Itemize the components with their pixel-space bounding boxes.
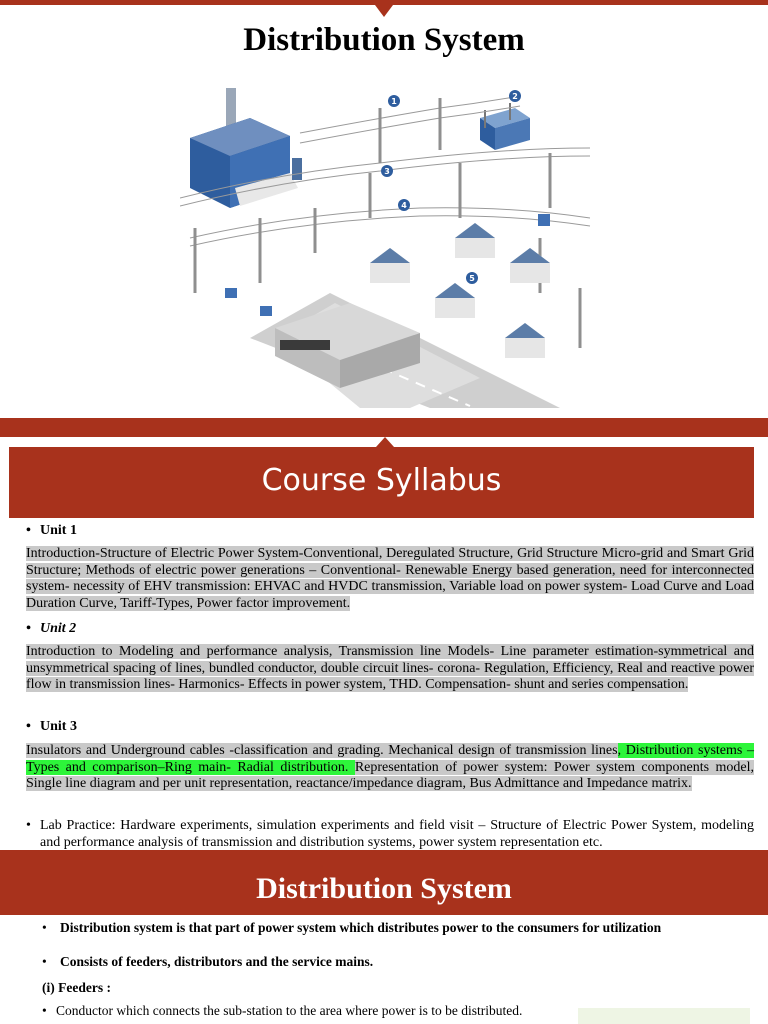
bullet-icon: • [42, 954, 47, 969]
partial-diagram [578, 1008, 750, 1024]
marker-4: 4 [401, 201, 407, 210]
marker-2: 2 [512, 92, 518, 101]
unit2-heading: • Unit 2 [26, 621, 77, 636]
mid-bar [0, 418, 768, 437]
feeder-description: • Conductor which connects the sub-station to the area where power is to be distributed. [42, 1003, 523, 1018]
bullet-icon: • [26, 719, 31, 734]
slide2-title: Course Syllabus [261, 463, 502, 498]
slide3-title: Distribution System [256, 872, 512, 905]
substation-icon [480, 103, 530, 150]
bullet-icon: • [26, 621, 31, 636]
bullet-icon: • [42, 920, 47, 935]
unit1-heading: • Unit 1 [26, 523, 77, 538]
unit1-text: Introduction-Structure of Electric Power System-Conventional, Deregulated Structure, Grid Structure Micro-grid and Smart Grid Structure; Methods of electric power generations – Conventional- Renewable Energy based generation, need for interconnected system- necessity of EHV transmission: EHVAC and HVDC transmission, Variable load on power system- Load Curve and Load Duration Curve, Tariff-Types, Power factor improvement. [26, 546, 754, 611]
unit2-text: Introduction to Modeling and performance analysis, Transmission line Models- Line parameter estimation-symmetrical and unsymmetrical spacing of lines, bundled conductor, double circuit lines- corona- Regulation, Efficiency, Real and reactive power flow in transmission lines- Harmonics- Effects in power system, THD. Compensation- shunt and series compensation. [26, 644, 754, 692]
slide1-title: Distribution System [243, 22, 525, 58]
unit3-text: Insulators and Underground cables -classification and grading. Mechanical design of transmission lines, Distribution systems –Types and comparison–Ring main- Radial distribution. Representation of power system: Power system components model, Single line diagram and per unit representation, reactance/impedance diagram, Bus Admittance and Impedance matrix. [26, 743, 754, 791]
bullet-icon: • [26, 523, 31, 538]
unit3-heading: • Unit 3 [26, 719, 77, 734]
bullet-icon: • [42, 1003, 47, 1018]
lab-practice: • Lab Practice: Hardware experiments, simulation experiments and field visit – Structure of Electric Power System, modeling and performance analysis of transmission and distribution systems, power system representation etc. [26, 818, 754, 850]
distribution-illustration [180, 88, 600, 408]
feeders-heading: (i) Feeders : [42, 980, 111, 995]
top-notch [375, 5, 393, 17]
marker-3: 3 [384, 167, 390, 176]
mid-notch [376, 437, 394, 447]
power-station-icon [190, 88, 302, 208]
marker-5: 5 [469, 274, 475, 283]
bullet-icon: • [26, 818, 31, 833]
slide3-point-1: • Distribution system is that part of power system which distributes power to the consumers for utilization [42, 920, 662, 935]
marker-1: 1 [391, 97, 397, 106]
slide3-point-2: • Consists of feeders, distributors and the service mains. [42, 954, 374, 969]
